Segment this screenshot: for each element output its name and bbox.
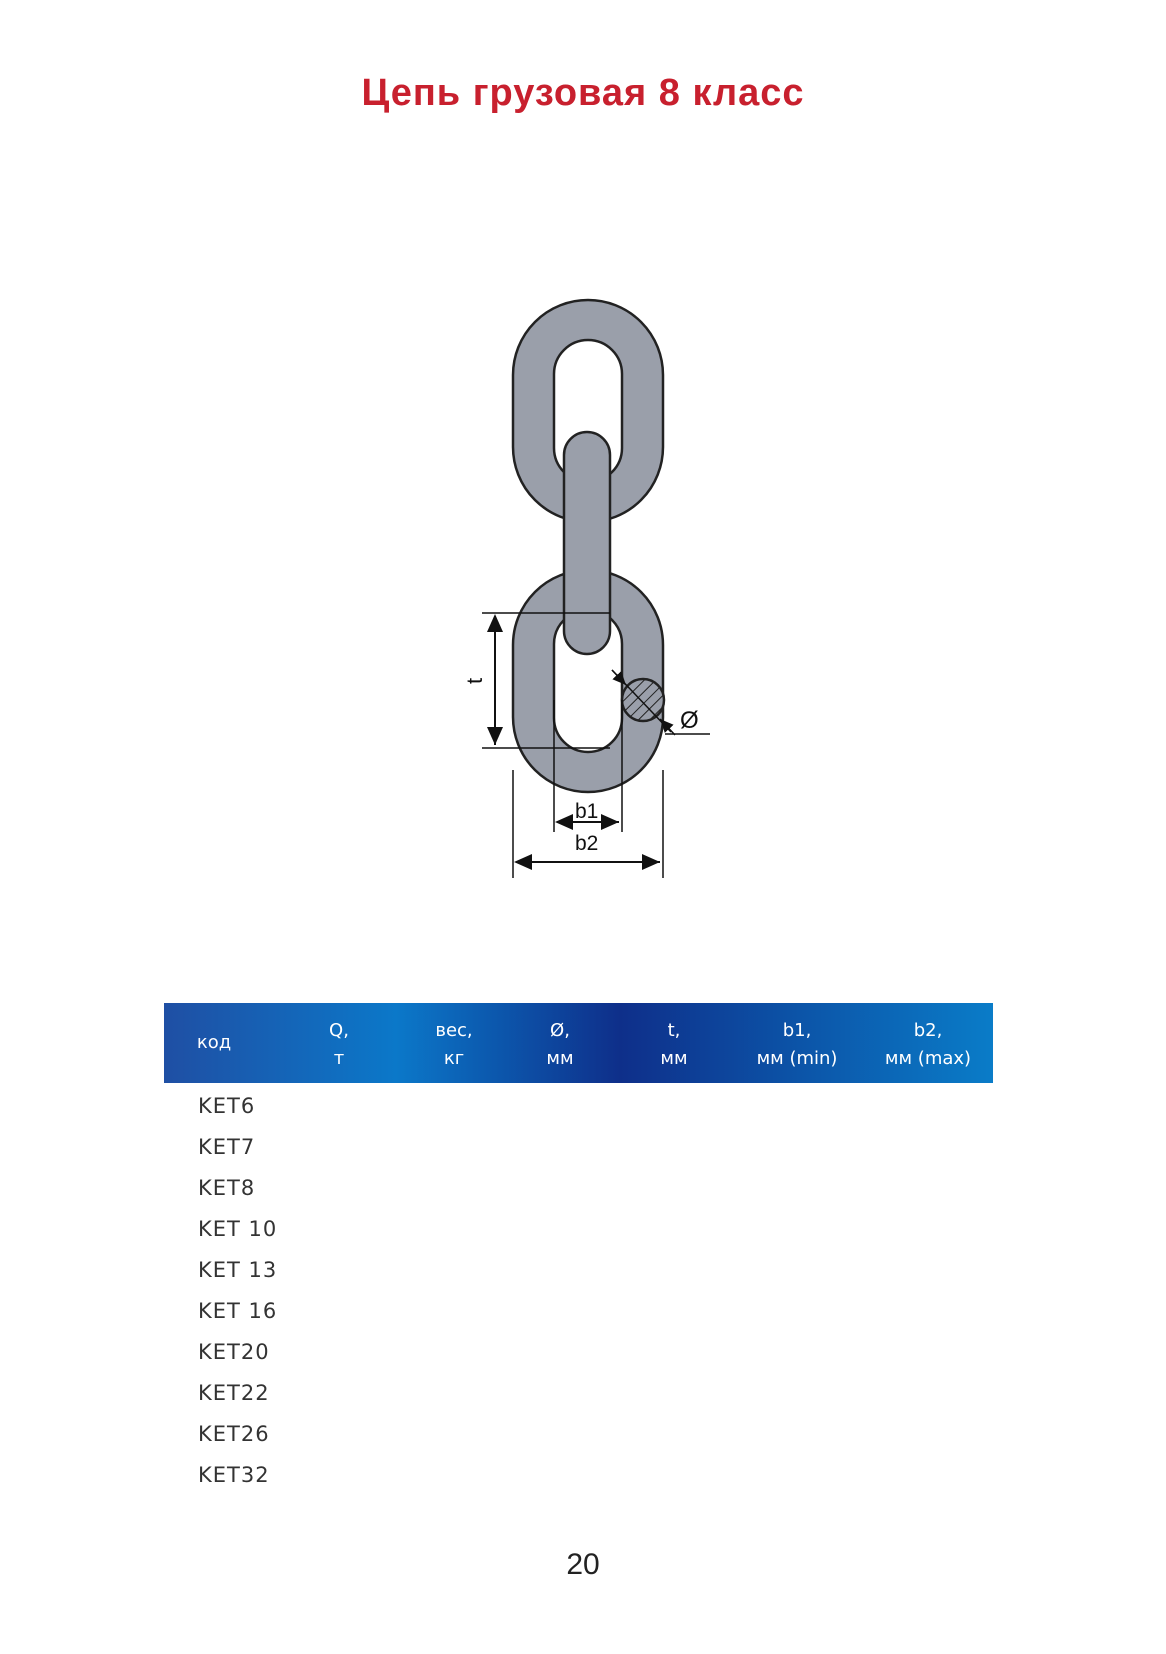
cell-code: KET20 bbox=[198, 1340, 270, 1364]
lower-chain-link bbox=[513, 570, 663, 792]
cell-code: KET6 bbox=[198, 1094, 256, 1118]
diameter-label: Ø bbox=[680, 707, 699, 734]
header-b1: b1, мм (min) bbox=[756, 1020, 838, 1069]
header-weight: вес, кг bbox=[435, 1020, 473, 1069]
page-title: Цепь грузовая 8 класс bbox=[361, 72, 805, 114]
cell-code: KET8 bbox=[198, 1176, 256, 1200]
page-number: 20 bbox=[566, 1548, 600, 1581]
cell-code: KET26 bbox=[198, 1422, 270, 1446]
upper-chain-link bbox=[513, 300, 663, 522]
cell-code: KET22 bbox=[198, 1381, 270, 1405]
header-diameter: Ø, мм bbox=[546, 1020, 574, 1069]
b1-label: b1 bbox=[575, 800, 599, 823]
b2-label: b2 bbox=[575, 832, 599, 855]
cell-code: KET 10 bbox=[198, 1217, 278, 1241]
table-header bbox=[164, 1003, 993, 1083]
middle-chain-link bbox=[564, 432, 610, 654]
cross-section-icon bbox=[622, 679, 664, 721]
header-q: Q, т bbox=[329, 1020, 349, 1069]
header-b2: b2, мм (max) bbox=[884, 1020, 972, 1069]
cell-code: KET 16 bbox=[198, 1299, 278, 1323]
cell-code: KET32 bbox=[198, 1463, 270, 1487]
cell-code: KET 13 bbox=[198, 1258, 278, 1282]
header-t: t, мм bbox=[660, 1020, 688, 1069]
t-label: t bbox=[462, 677, 487, 684]
cell-code: KET7 bbox=[198, 1135, 256, 1159]
header-code: код bbox=[196, 1032, 232, 1053]
